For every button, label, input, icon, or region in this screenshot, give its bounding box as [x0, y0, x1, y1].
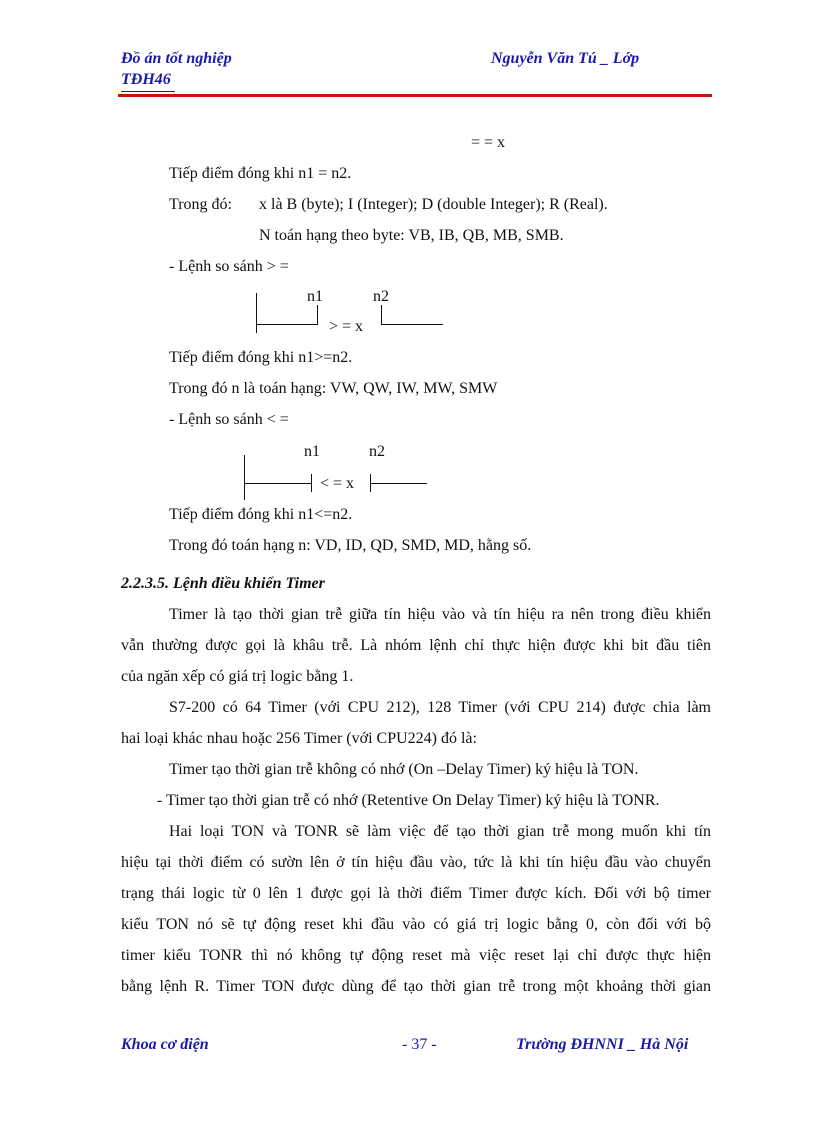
header-underline [121, 91, 175, 92]
le-operands: Trong đó toán hạng n: VD, ID, QD, SMD, MD, hằng số. [169, 537, 532, 554]
section-heading: 2.2.3.5. Lệnh điều khiển Timer [121, 575, 325, 592]
le-contact-left [311, 474, 312, 492]
ge-note: Tiếp điểm đóng khi n1>=n2. [169, 349, 353, 366]
ge-left-wire [256, 324, 317, 325]
para3-line-4: kiểu TON nó sẽ tự động reset khi đầu vào có giá trị logic bằng 0, còn đối với bộ [121, 916, 711, 933]
le-note: Tiếp điểm đóng khi n1<=n2. [169, 506, 353, 523]
timer-type-item-1: Timer tạo thời gian trễ không có nhớ (On –Delay Timer) ký hiệu là TON. [169, 761, 639, 778]
where-label: Trong đó: [169, 196, 232, 213]
ge-contact-left [317, 305, 318, 325]
header-rule [118, 94, 712, 97]
le-power-rail [244, 455, 245, 500]
footer-department: Khoa cơ điện [121, 1036, 209, 1053]
para3-line-1: Hai loại TON và TONR sẽ làm việc để tạo thời gian trễ mong muốn khi tín [169, 823, 711, 840]
ge-title: - Lệnh so sánh > = [169, 258, 289, 275]
timer-type-item-2: - Timer tạo thời gian trễ có nhớ (Retentive On Delay Timer) ký hiệu là TONR. [157, 792, 660, 809]
footer-university: Trường ĐHNNI _ Hà Nội [516, 1036, 689, 1053]
le-n1-label: n1 [304, 443, 320, 460]
le-operator: < = x [320, 475, 355, 492]
eq-note: Tiếp điểm đóng khi n1 = n2. [169, 165, 352, 182]
le-right-wire [370, 483, 427, 484]
ge-n1-label: n1 [307, 288, 323, 305]
header-class: TĐH46 [121, 71, 171, 88]
ge-right-wire [381, 324, 443, 325]
header-title: Đồ án tốt nghiệp [121, 50, 232, 67]
where-line-2: N toán hạng theo byte: VB, IB, QB, MB, SMB. [259, 227, 564, 244]
eq-symbol: = = x [471, 134, 506, 151]
ge-n2-label: n2 [373, 288, 389, 305]
where-line-1: x là B (byte); I (Integer); D (double Integer); R (Real). [259, 196, 608, 213]
para2-line-2: hai loại khác nhau hoặc 256 Timer (với CPU224) đó là: [121, 730, 477, 747]
ge-power-rail [256, 293, 257, 333]
para3-line-5: timer kiểu TONR thì nó không tự động reset mà việc reset lại chỉ được thực hiện [121, 947, 711, 964]
para1-line-1: Timer là tạo thời gian trễ giữa tín hiệu vào và tín hiệu ra nên trong điều khiển [169, 606, 711, 623]
para3-line-6: bằng lệnh R. Timer TON được dùng để tạo thời gian trễ trong một khoảng thời gian [121, 978, 711, 995]
le-left-wire [244, 483, 312, 484]
para3-line-2: hiệu tại thời điểm có sườn lên ở tín hiệu đầu vào, tức là khi tín hiệu đầu vào chuyển [121, 854, 711, 871]
le-n2-label: n2 [369, 443, 385, 460]
ge-operands: Trong đó n là toán hạng: VW, QW, IW, MW, SMW [169, 380, 498, 397]
footer-page-number: - 37 - [402, 1036, 437, 1053]
para1-line-3: của ngăn xếp có giá trị logic bằng 1. [121, 668, 354, 685]
para1-line-2: vẫn thường được gọi là khâu trễ. Là nhóm lệnh chỉ thực hiện được khi bit đầu tiên [121, 637, 711, 654]
para2-line-1: S7-200 có 64 Timer (với CPU 212), 128 Timer (với CPU 214) được chia làm [169, 699, 711, 716]
le-title: - Lệnh so sánh < = [169, 411, 289, 428]
header-author: Nguyễn Văn Tú _ Lớp [491, 50, 640, 67]
ge-contact-right [381, 305, 382, 325]
ge-operator: > = x [329, 318, 364, 335]
para3-line-3: trạng thái logic từ 0 lên 1 được gọi là thời điểm Timer được kích. Đối với bộ timer [121, 885, 711, 902]
